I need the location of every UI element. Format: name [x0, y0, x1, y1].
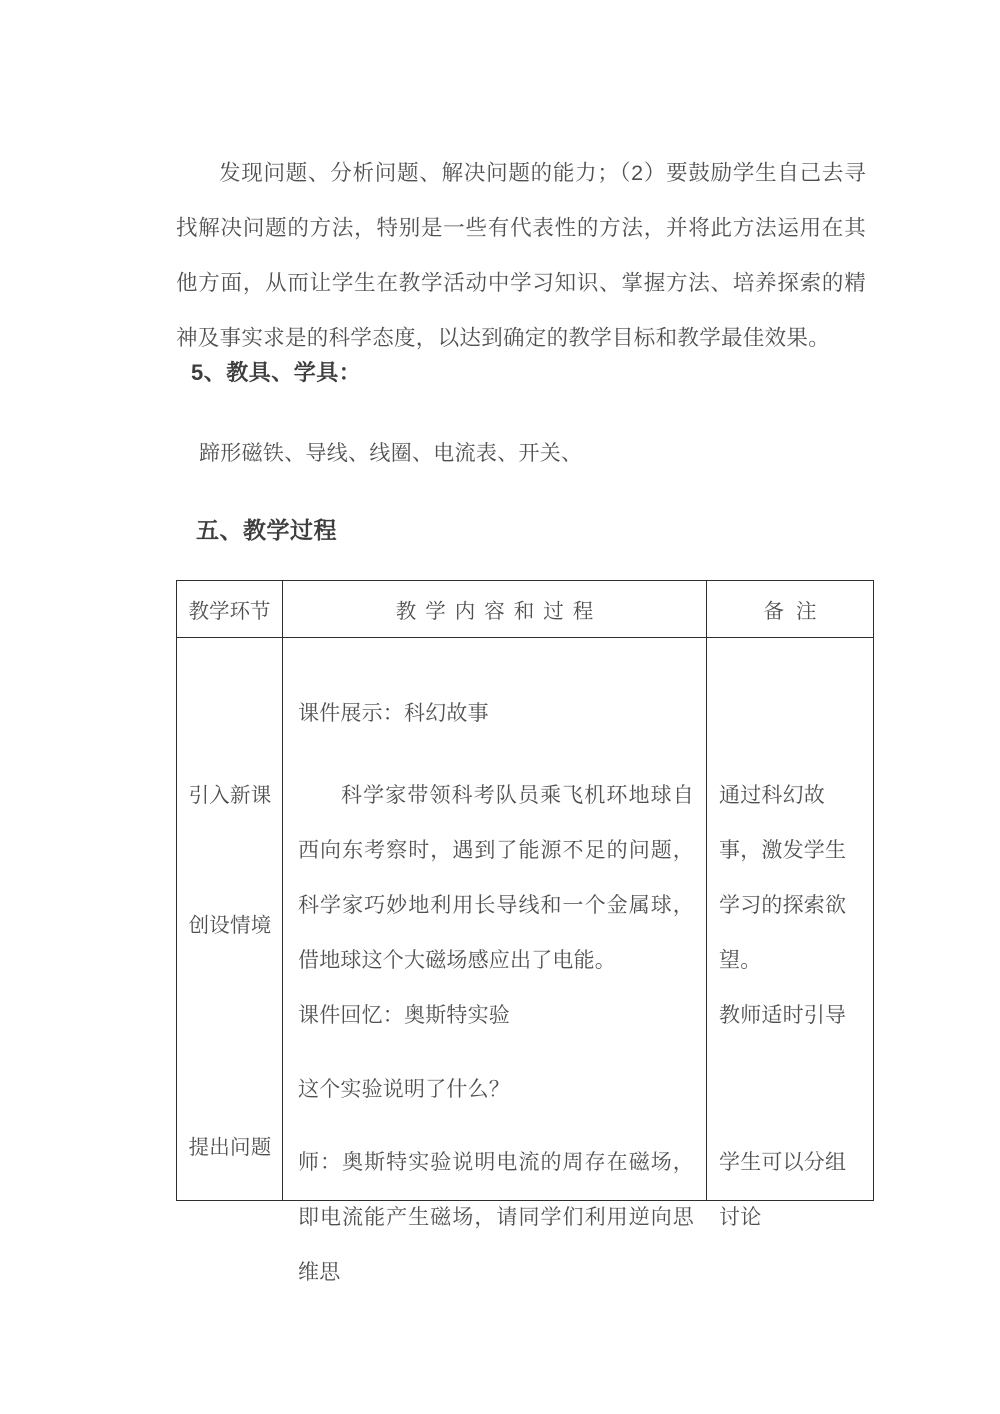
- notes-cell-inner: [707, 638, 873, 1229]
- table-header-content: [283, 581, 707, 638]
- table-cell-notes: [707, 638, 874, 1229]
- note-group-discussion: [719, 1135, 863, 1245]
- content-courseware-display: 课件展示：科幻故事: [298, 702, 489, 725]
- table-header-note: [707, 581, 874, 638]
- table-cell-segments: [177, 638, 283, 1201]
- segments-cell-inner: [177, 638, 282, 1200]
- table-body-row: [177, 638, 874, 1201]
- teaching-tools-list: 蹄形磁铁、导线、线圈、电流表、开关、: [199, 442, 583, 465]
- note-group-discussion-line2: 论: [740, 1206, 762, 1229]
- table-header-row: [177, 581, 874, 638]
- note-teacher-guidance: 教师适时引导: [719, 1004, 847, 1027]
- teaching-process-table: [176, 580, 874, 1284]
- section-heading-teaching-process: 五、教学过程: [196, 517, 337, 543]
- content-courseware-recall: 课件回忆：奥斯特实验: [298, 1004, 510, 1027]
- content-teacher-explanation: 师：奥斯特实验说明电流的周存在磁场，即电流能产生磁场，请同学们利用逆向思维思: [298, 1151, 694, 1284]
- table-header-note-label: 备注: [763, 600, 829, 623]
- table-cell-content: [283, 638, 707, 1284]
- section-heading-teaching-tools: 5、教具、学具：: [191, 360, 362, 385]
- segment-label-introduce-lesson: 引入新课: [188, 784, 272, 807]
- note-group-discussion-line1: 学生可以分组讨: [719, 1151, 847, 1229]
- table-header-content-label: 教学内容和过程: [395, 600, 603, 623]
- table-header-segment: [177, 581, 283, 638]
- segment-label-pose-question: 提出问题: [188, 1136, 272, 1159]
- intro-paragraph: 发现问题、分析问题、解决问题的能力；（2）要鼓励学生自己去寻找解决问题的方法，特别是一些有代表性的方法，并将此方法运用在其他方面，从而让学生在教学活动中学习知识、掌握方法、培养探索的精神及事实求是的科学态度，以达到确定的教学目标和教学最佳效果。: [176, 160, 866, 350]
- segment-label-create-scenario: 创设情境: [188, 914, 272, 937]
- content-sci-fi-story: 科学家带领科考队员乘飞机环地球自西向东考察时，遇到了能源不足的问题，科学家巧妙地利用长导线和一个金属球，借地球这个大磁场感应出了电能。: [298, 784, 694, 972]
- table-header-segment-label: 教学环节: [188, 600, 271, 623]
- content-question-prompt: 这个实验说明了什么？: [298, 1078, 510, 1101]
- note-sci-fi-motivation: 通过科幻故事，激发学生学习的探索欲望。: [719, 784, 847, 972]
- content-cell-inner: [283, 638, 706, 1284]
